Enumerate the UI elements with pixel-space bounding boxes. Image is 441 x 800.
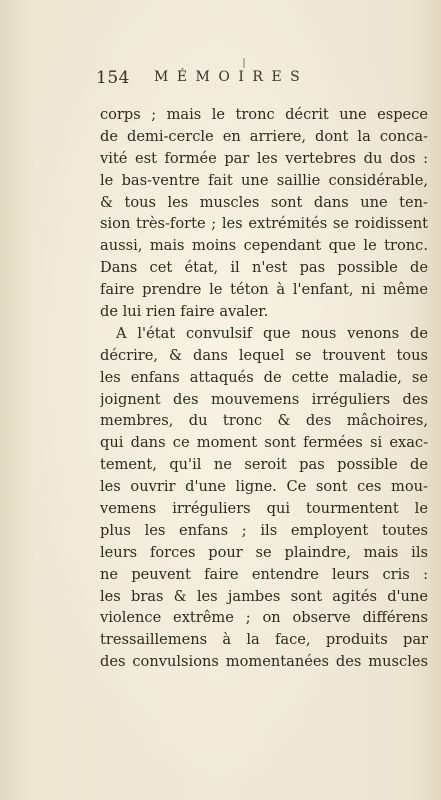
text-line: tement, qu'il ne seroit pas possible de [100,456,428,474]
text-line: corps ; mais le tronc décrit une espece [100,106,428,123]
text-line: sion très-forte ; les extrémités se roidissent [100,215,428,233]
text-line: le bas-ventre fait une saillie considérable, [100,171,428,189]
text-line: ne peuvent faire entendre leurs cris : [100,565,428,583]
text-line: vité est formée par les vertebres du dos : [100,149,428,167]
text-line: les bras & les jambes sont agités d'une [100,587,428,605]
page-number: 154 [96,68,130,88]
text-line: tressaillemens à la face, produits par [100,631,428,649]
text-line: plus les enfans ; ils employent toutes [100,521,428,539]
paragraph-start-line: A l'état convulsif que nous venons de [116,324,428,342]
text-line: de demi-cercle en arriere, dont la conca- [100,127,428,145]
page-header [96,68,416,90]
text-line: les ouvrir d'une ligne. Ce sont ces mou- [100,478,428,496]
margin-mark [243,58,245,68]
text-line: décrire, & dans lequel se trouvent tous [100,346,428,364]
text-line: & tous les muscles sont dans une ten- [100,193,428,211]
text-line: leurs forces pour se plaindre, mais ils [100,543,428,561]
text-line: des convulsions momentanées des muscles [100,653,428,671]
text-line: aussi, mais moins cependant que le tronc. [100,237,428,255]
text-line: qui dans ce moment sont fermées si exac- [100,434,428,452]
body-text [100,104,428,673]
paragraph-end-line: de lui rien faire avaler. [100,303,269,321]
text-line: violence extrême ; on observe différens [100,609,428,627]
text-line: joignent des mouvemens irréguliers des [100,390,428,408]
text-line: les enfans attaqués de cette maladie, se [100,368,428,386]
text-line: Dans cet état, il n'est pas possible de [100,259,428,277]
running-head: MÉMOIRES [154,69,309,85]
text-line: vemens irréguliers qui tourmentent le [100,500,428,518]
text-line: membres, du tronc & des mâchoires, [100,412,428,430]
text-line: faire prendre le téton à l'enfant, ni même [100,281,428,299]
